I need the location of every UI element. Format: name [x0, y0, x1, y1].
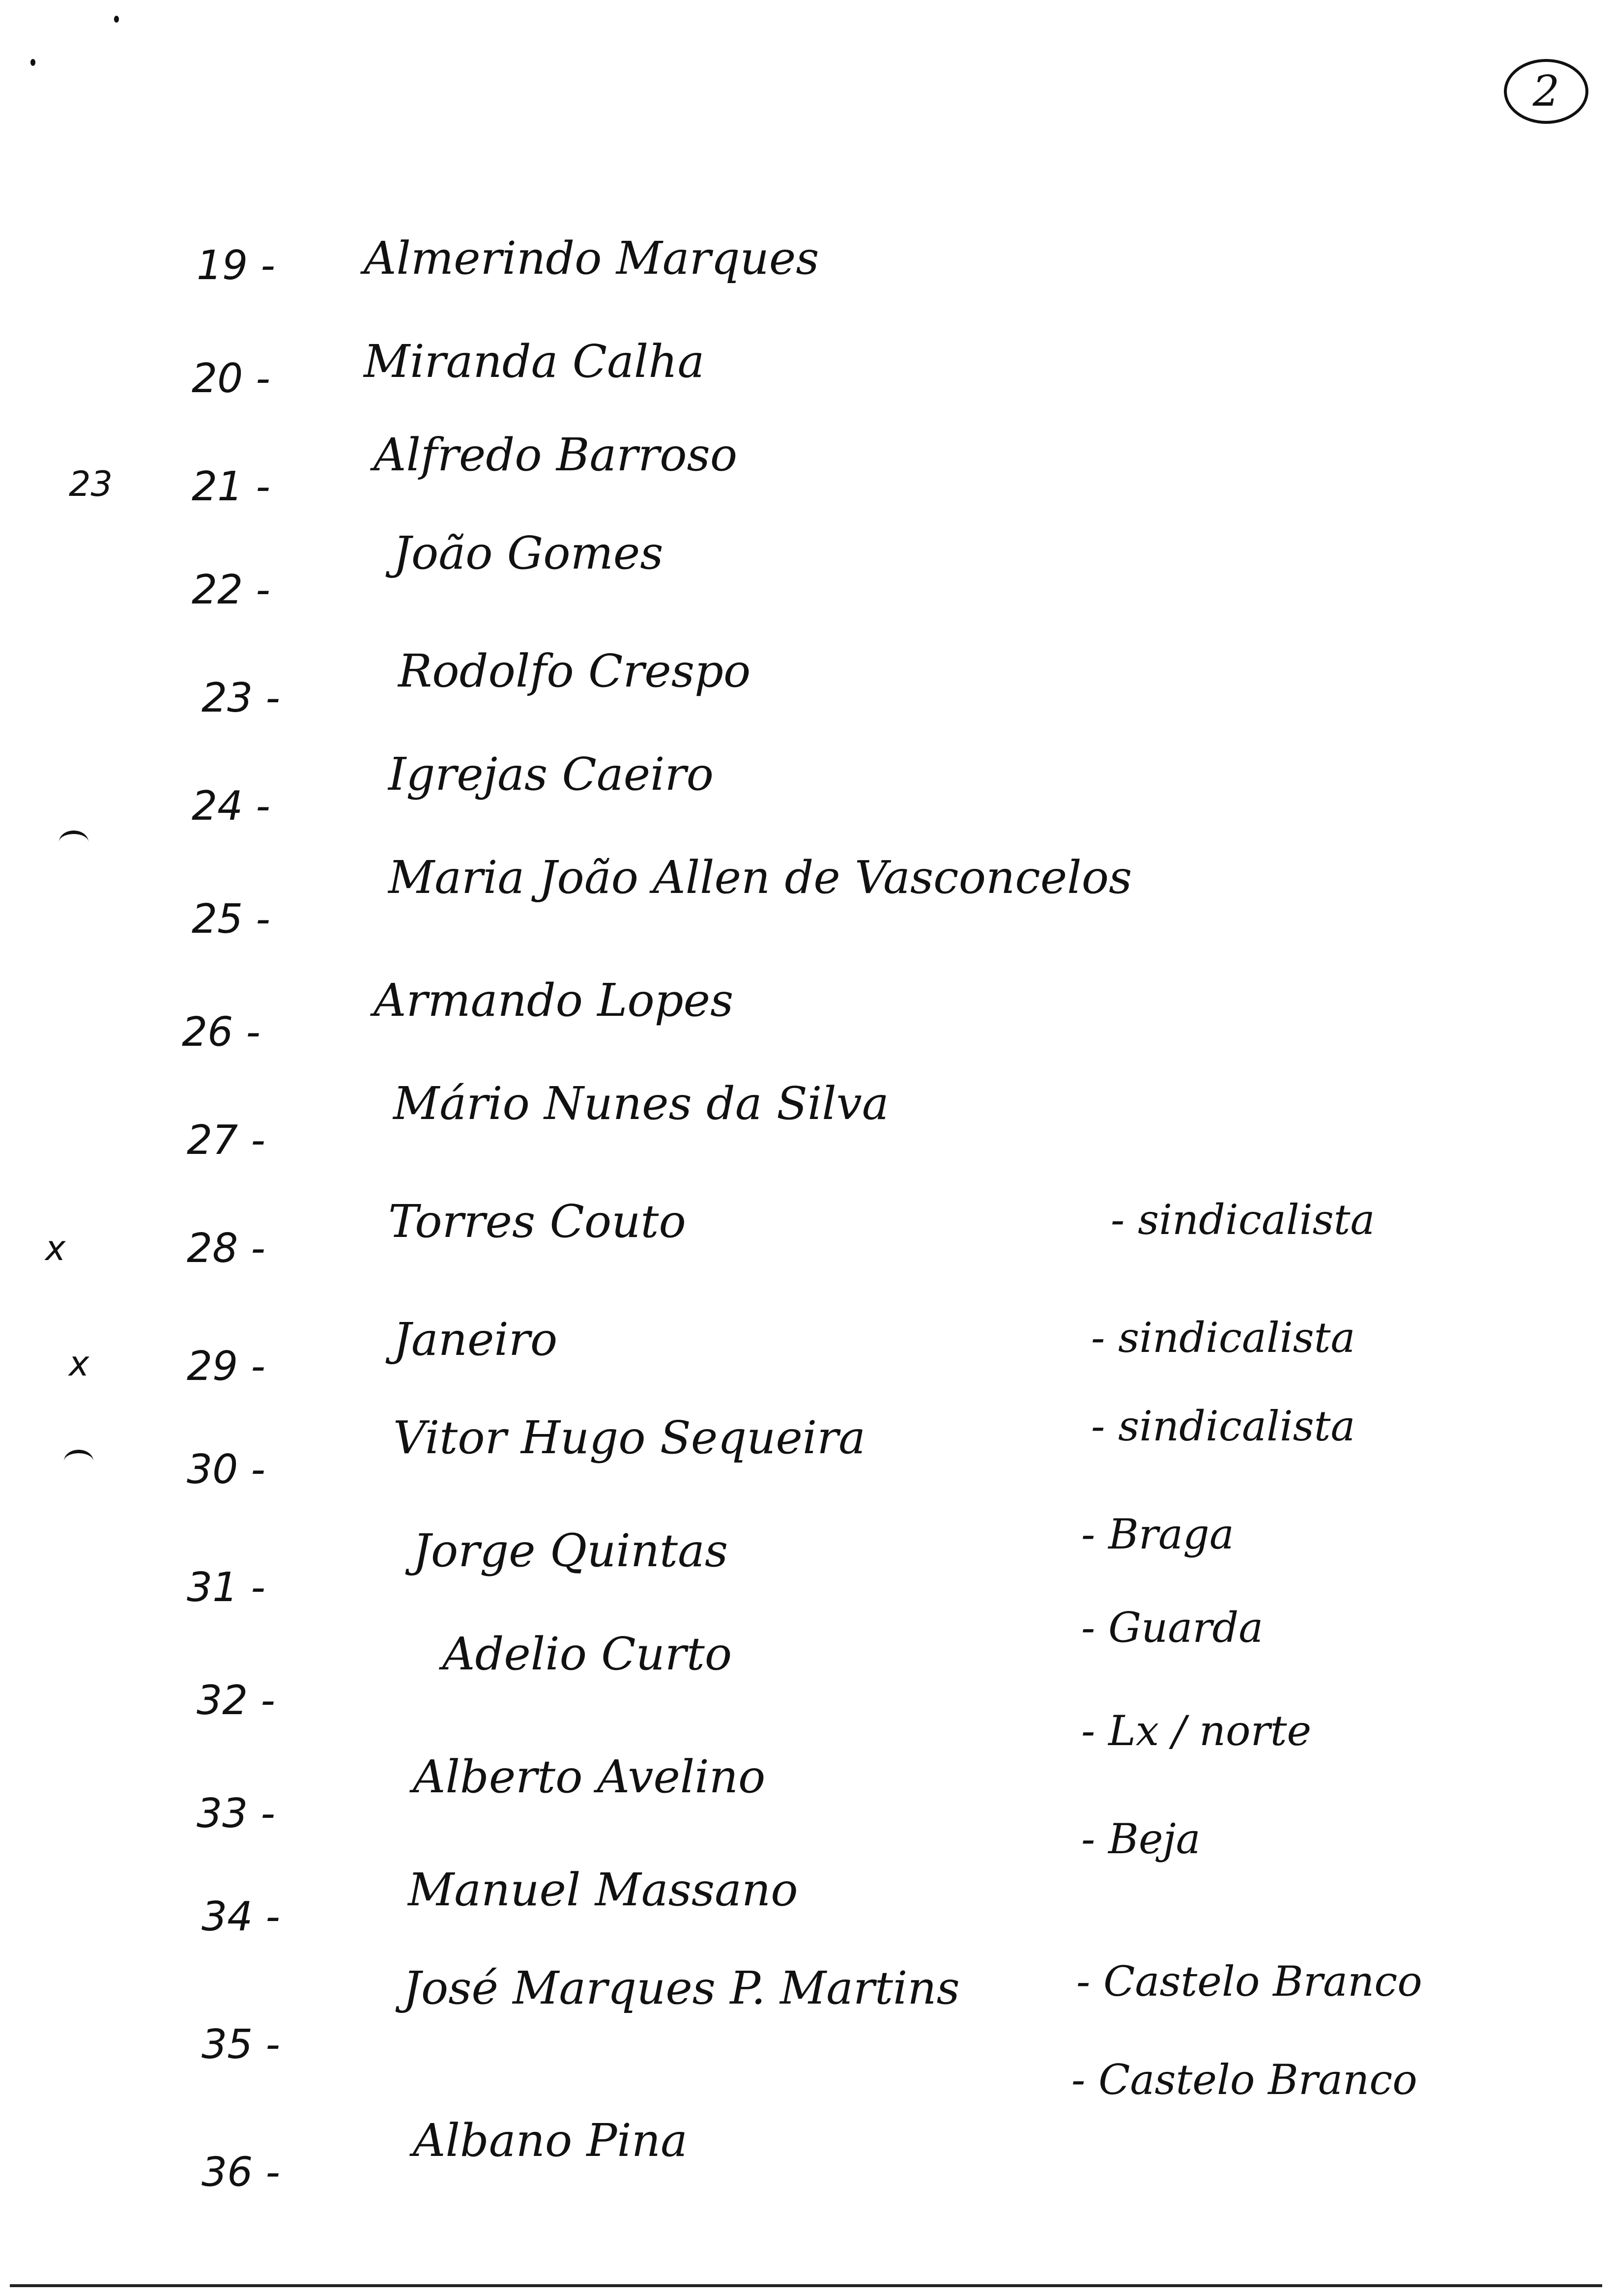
entry-number: 26 - [182, 1009, 260, 1056]
ink-dot [114, 16, 119, 23]
entry-note: - Beja [1081, 1815, 1201, 1863]
entry-note: - Braga [1081, 1510, 1234, 1558]
ink-dot [30, 59, 35, 66]
entry-note: - sindicalista [1091, 1402, 1355, 1450]
entry-name: Almerindo Marques [364, 232, 819, 285]
entry-note: - Guarda [1081, 1604, 1264, 1652]
entry-number: 30 - [187, 1446, 265, 1493]
entry-name: Alberto Avelino [413, 1751, 766, 1803]
entry-name: Janeiro [393, 1313, 558, 1366]
entry-number: 31 - [187, 1564, 265, 1611]
entry-name: João Gomes [393, 527, 663, 579]
entry-name: Alfredo Barroso [374, 429, 738, 481]
entry-note: - Castelo Branco [1076, 1957, 1422, 2006]
margin-x-mark: x [69, 1344, 89, 1384]
entry-name: Miranda Calha [364, 335, 705, 388]
entry-number: 34 - [202, 1894, 280, 1940]
entry-name: Rodolfo Crespo [398, 645, 751, 697]
entry-name: Maria João Allen de Vasconcelos [388, 851, 1132, 904]
page-number: 2 [1504, 59, 1588, 124]
entry-number: 20 - [192, 355, 270, 402]
entry-name: Armando Lopes [374, 974, 734, 1027]
entry-name: Albano Pina [413, 2114, 688, 2167]
entry-note: - Castelo Branco [1071, 2056, 1417, 2104]
entry-note: - Lx / norte [1081, 1707, 1312, 1755]
entry-name: Vitor Hugo Sequeira [393, 1411, 866, 1464]
entry-number: 29 - [187, 1343, 265, 1390]
entry-number: 23 - [202, 675, 280, 721]
entry-number: 21 - [192, 463, 270, 510]
entry-name: Torres Couto [388, 1195, 686, 1248]
entry-number: 24 - [192, 783, 270, 830]
entry-name: Igrejas Caeiro [388, 748, 714, 801]
entry-number: 33 - [197, 1790, 275, 1837]
entry-number: 36 - [202, 2149, 280, 2196]
entry-number: 28 - [187, 1225, 265, 1272]
margin-arc-mark [59, 831, 88, 854]
margin-arc-mark [64, 1450, 93, 1473]
entry-note: - sindicalista [1111, 1196, 1375, 1244]
entry-number: 19 - [197, 242, 275, 289]
entry-name: Adelio Curto [442, 1628, 732, 1680]
entry-name: José Marques P. Martins [403, 1962, 960, 2014]
entry-number: 32 - [197, 1677, 275, 1724]
entry-name: Jorge Quintas [413, 1524, 728, 1577]
entry-number: 27 - [187, 1117, 265, 1164]
entry-number: 25 - [192, 896, 270, 943]
entry-name: Mário Nunes da Silva [393, 1077, 889, 1130]
entry-number: 35 - [202, 2021, 280, 2068]
entry-number: 22 - [192, 567, 270, 613]
page-bottom-edge [10, 2284, 1602, 2287]
entry-note: - sindicalista [1091, 1314, 1355, 1362]
margin-number: 23 [69, 464, 113, 504]
margin-x-mark: x [45, 1228, 66, 1268]
entry-name: Manuel Massano [408, 1864, 798, 1916]
